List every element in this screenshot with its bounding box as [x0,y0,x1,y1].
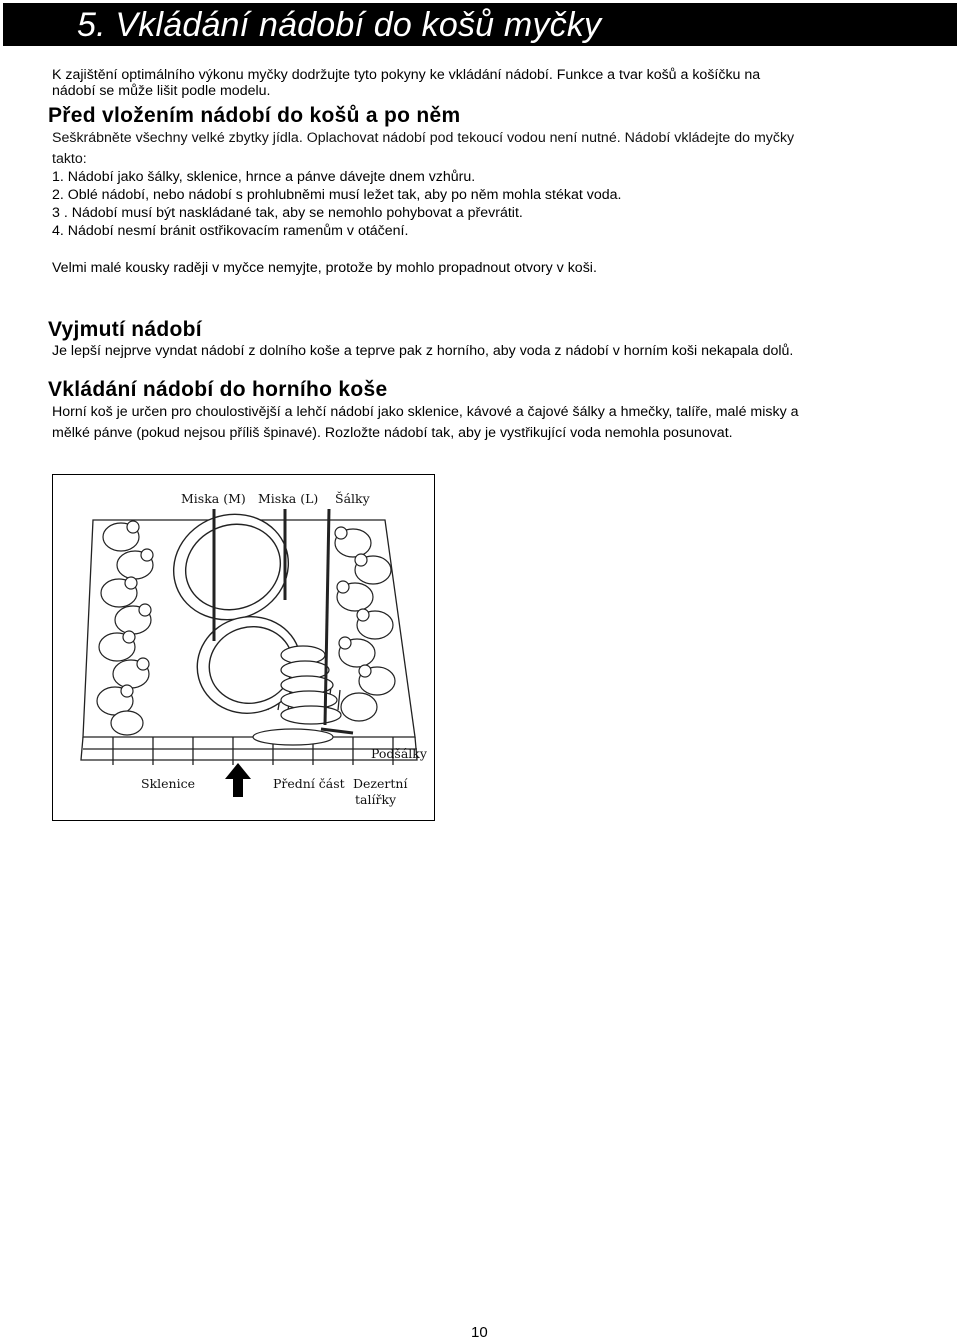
section-heading-before-after: Před vložením nádobí do košů a po něm [48,104,461,127]
page-number: 10 [471,1324,488,1341]
label-front: Přední část [273,776,345,791]
upper-basket-illustration [52,474,435,821]
section1-note: Velmi malé kousky raději v myčce nemyjte, protože by mohlo propadnout otvory v koši. [52,260,597,276]
section1-line-2: takto: [52,151,87,167]
section-heading-upper-basket: Vkládání nádobí do horního koše [48,378,388,401]
label-cups: Šálky [335,491,370,506]
label-bowl-m: Miska (M) [181,491,246,506]
title-bar [3,3,957,46]
list-item-3: 3 . Nádobí musí být naskládané tak, aby se nemohlo pohybovat a převrátit. [52,205,523,221]
cups-left [97,521,153,735]
section1-line-1: Seškrábněte všechny velké zbytky jídla. Oplachovat nádobí pod tekoucí vodou není nutné. Nádobí vkládejte do myčky [52,130,795,146]
label-glasses: Sklenice [141,776,195,791]
basket-drawing [53,475,436,822]
label-dessert-line-2: talířky [355,792,397,807]
section3-line-1: Horní koš je určen pro choulostivější a lehčí nádobí jako sklenice, kávové a čajové šálky a hmečky, talíře, malé misky a [52,404,799,420]
page-title: 5. Vkládání nádobí do košů myčky [77,6,602,44]
section2-text: Je lepší nejprve vyndat nádobí z dolního koše a teprve pak z horního, aby voda z nádobí v horním koši nekapala dolů. [52,343,794,359]
cups-right [335,527,395,721]
section-heading-unloading: Vyjmutí nádobí [48,318,202,341]
front-arrow [225,763,251,797]
list-item-4: 4. Nádobí nesmí bránit ostřikovacím ramenům v otáčení. [52,223,409,239]
label-dessert-line-1: Dezertní [353,776,408,791]
list-item-1: 1. Nádobí jako šálky, sklenice, hrnce a pánve dávejte dnem vzhůru. [52,169,476,185]
section3-line-2: mělké pánve (pokud nejsou příliš špinavé). Rozložte nádobí tak, aby je vystřikující voda nemohla posunovat. [52,425,733,441]
label-saucers: Podšálky [371,746,427,761]
intro-line-1: K zajištění optimálního výkonu myčky dodržujte tyto pokyny ke vkládání nádobí. Funkce a tvar košů a košíčku na [52,67,761,83]
intro-line-2: nádobí se může lišit podle modelu. [52,83,271,99]
list-item-2: 2. Oblé nádobí, nebo nádobí s prohlubněmi musí ležet tak, aby po něm mohla stékat voda. [52,187,622,203]
label-bowl-l: Miska (L) [258,491,319,506]
